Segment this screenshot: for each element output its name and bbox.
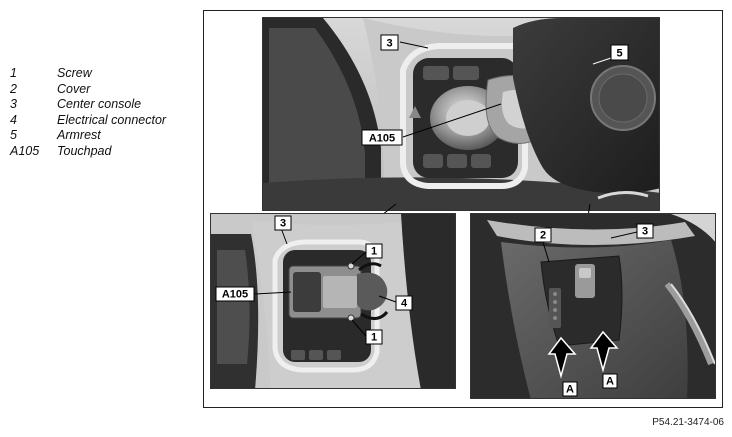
callout-a-right: A (606, 375, 614, 388)
photo-top-svg (263, 18, 660, 211)
photo-top-overview (262, 17, 660, 211)
photo-bottom-left-removed-touchpad (210, 213, 456, 389)
figure-frame (203, 10, 723, 408)
callout-1-lower: 1 (370, 331, 378, 344)
callout-3-bottom-left: 3 (279, 217, 287, 230)
callout-4-bottom-left: 4 (400, 297, 408, 310)
callout-a105-top: A105 (368, 132, 396, 145)
figure-reference: P54.21-3474-06 (652, 417, 724, 428)
photo-bottom-left-svg (211, 214, 456, 389)
callout-a-left: A (566, 383, 574, 396)
callout-3-top: 3 (386, 37, 393, 50)
callout-2-bottom-right: 2 (539, 229, 547, 242)
photo-bottom-right-armrest-cover (470, 213, 716, 399)
callout-5-top: 5 (616, 47, 623, 60)
callout-a105-bottom-left: A105 (221, 288, 249, 301)
callout-3-bottom-right: 3 (641, 225, 649, 238)
photo-bottom-right-svg (471, 214, 716, 399)
callout-1-upper: 1 (370, 245, 378, 258)
